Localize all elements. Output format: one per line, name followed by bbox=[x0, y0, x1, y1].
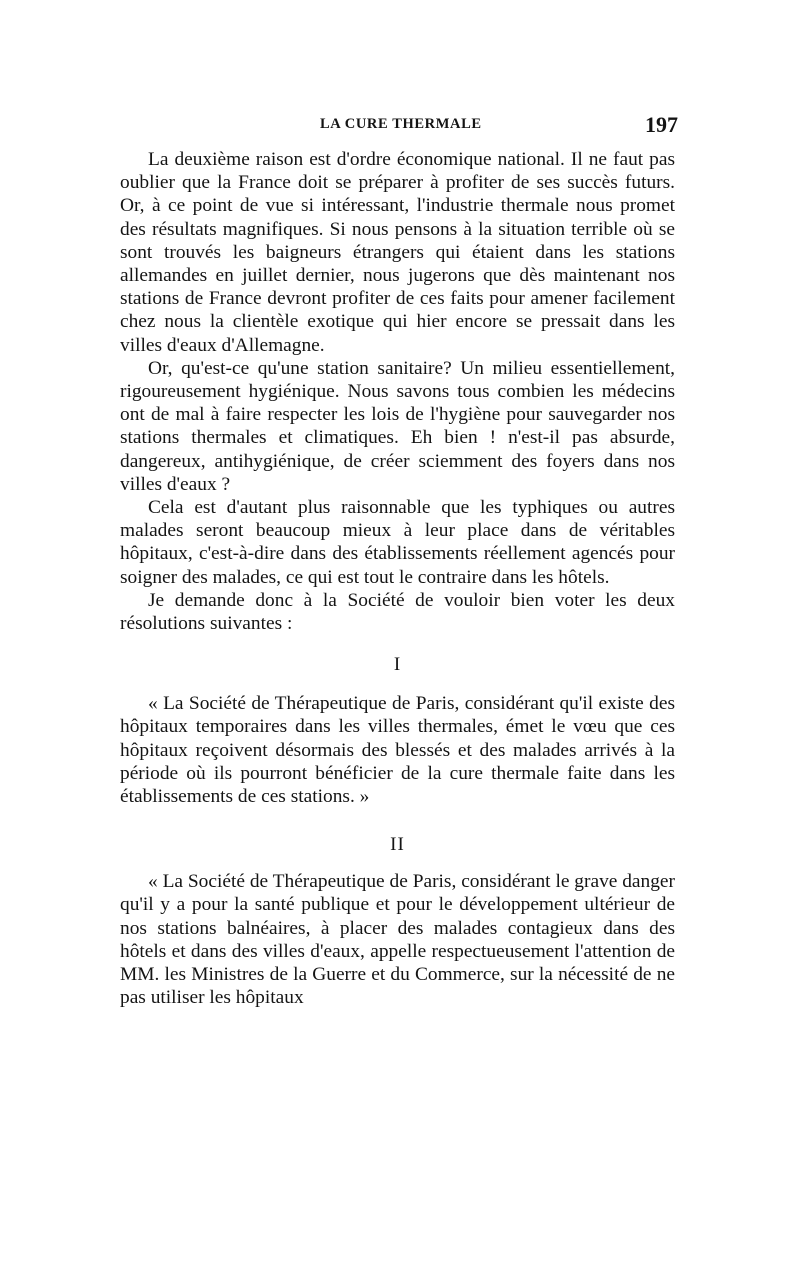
paragraph-economic-reason: La deuxième raison est d'ordre économique national. Il ne faut pas oublier que la France doit se préparer à profiter de ses succès futurs. Or, à ce point de vue si intéressant, l'industrie thermale nous promet des résultats magnifiques. Si nous pensons à la situation terrible où se sont trouvés les baigneurs étrangers qui étaient dans les stations allemandes en juillet dernier, nous jugerons que dès maintenant nos stations de France devront profiter de ces faits pour amener facilement chez nous la clientèle exotique qui hier encore se pressait dans les villes d'eaux d'Allemagne. bbox=[120, 149, 675, 356]
body-text bbox=[120, 148, 675, 1010]
paragraph-sanitary-station: Or, qu'est-ce qu'une station sanitaire? Un milieu essentiellement, rigoureusement hygiénique. Nous savons tous combien les médecins ont de mal à faire respecter les lois de l'hygiène pour sauvegarder nos stations thermales et climatiques. Eh bien ! n'est-il pas absurde, dangereux, antihygiénique, de créer sciemment des foyers dans nos villes d'eaux ? bbox=[120, 357, 675, 495]
page-number: 197 bbox=[645, 112, 678, 137]
resolution-two-numeral: II bbox=[390, 834, 405, 856]
running-title: LA CURE THERMALE bbox=[320, 116, 482, 132]
paragraph-request: Je demande donc à la Société de vouloir bien voter les deux résolutions suivantes : bbox=[120, 589, 675, 635]
resolution-one-text: « La Société de Thérapeutique de Paris, considérant qu'il existe des hôpitaux temporaires dans les villes thermales, émet le vœu que ces hôpitaux reçoivent désormais des blessés et des malades arrivés à la période où ils pourront bénéficier de la cure thermale faite dans les établissements de ces stations. » bbox=[120, 693, 675, 808]
resolution-one-numeral: I bbox=[393, 654, 402, 676]
resolution-two-text: « La Société de Thérapeutique de Paris, considérant le grave danger qu'il y a pour la santé publique et pour le développement ultérieur de nos stations balnéaires, à placer des malades contagieux dans des hôtels et dans des villes d'eaux, appelle respectueusement l'attention de MM. les Ministres de la Guerre et du Commerce, sur la nécessité de ne pas utiliser les hôpitaux bbox=[120, 871, 675, 1009]
running-head bbox=[120, 112, 680, 138]
paragraph-hospitals: Cela est d'autant plus raisonnable que les typhiques ou autres malades seront beaucoup mieux à leur place dans de véritables hôpitaux, c'est-à-dire dans des établissements réellement agencés pour soigner des malades, ce qui est tout le contraire dans les hôtels. bbox=[120, 497, 675, 588]
